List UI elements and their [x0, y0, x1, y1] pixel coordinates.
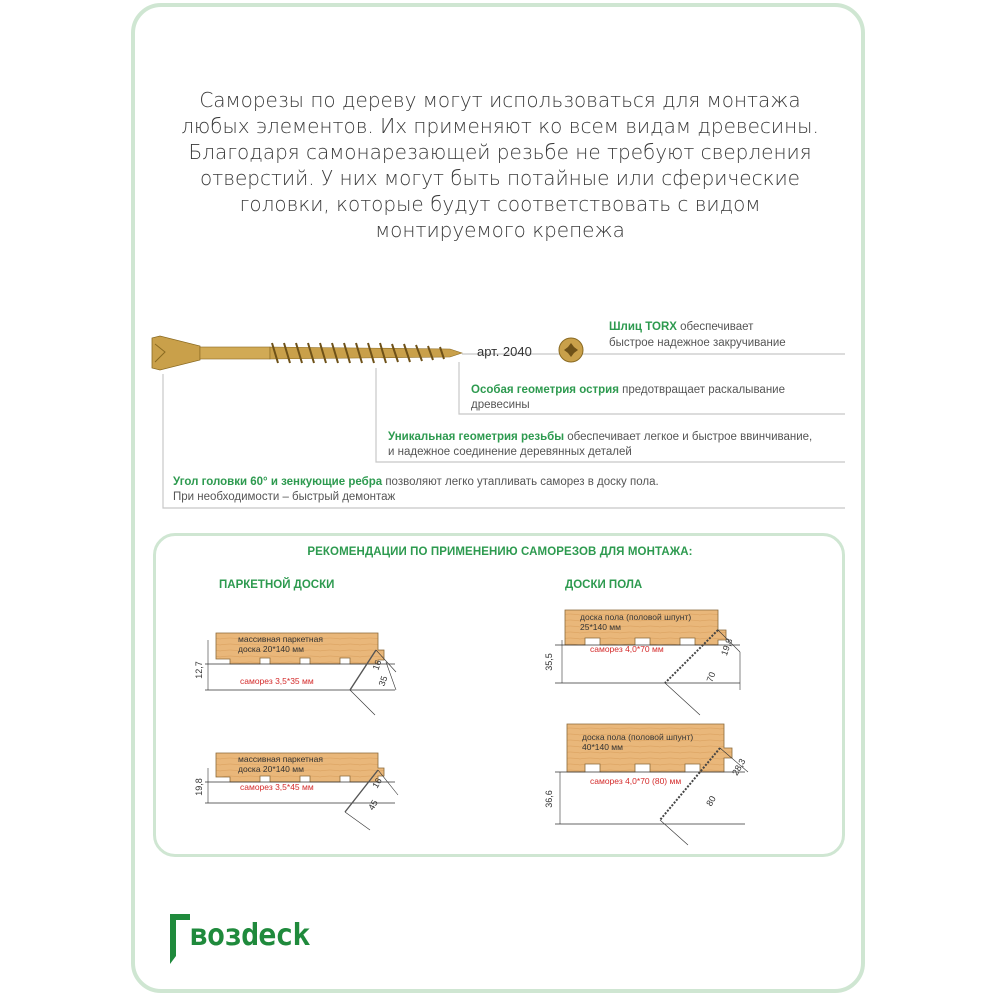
parquet2-dim-a: 16	[370, 776, 384, 790]
floor1-screw-label: саморез 4,0*70 мм	[590, 644, 664, 654]
floor2-dim-b: 80	[704, 794, 718, 808]
thread-text: обеспечивает легкое и быстрое ввинчивание,	[567, 431, 813, 443]
parquet2-dim-b: 45	[366, 798, 380, 812]
parquet2-height: 19,8	[193, 778, 204, 796]
head-text: позволяют легко утапливать саморез в доску пола.	[385, 476, 659, 488]
logo-text: возdeck	[190, 918, 310, 953]
floor2-height: 36,6	[543, 790, 554, 808]
floor-title: ДОСКИ ПОЛА	[565, 579, 643, 591]
floor1-dim-b: 70	[704, 670, 718, 684]
parquet-title: ПАРКЕТНОЙ ДОСКИ	[219, 579, 335, 591]
intro-line: Благодаря самонарезающей резьбе не требуют сверления	[188, 140, 812, 164]
parquet1-board-label1: массивная паркетная	[238, 634, 323, 644]
floor1-board-label1: доска пола (половой шпунт)	[580, 612, 692, 622]
floor2-dim-a: 28,3	[730, 756, 748, 778]
head-title: Угол головки 60° и зенкующие ребра	[173, 476, 383, 488]
thread-title: Уникальная геометрия резьбы	[388, 431, 565, 443]
recommendations-title: РЕКОМЕНДАЦИИ ПО ПРИМЕНЕНИЮ САМОРЕЗОВ ДЛЯ МОНТАЖА:	[307, 546, 693, 558]
floor1-height: 35,5	[543, 653, 554, 671]
tip-text: предотвращает раскалывание	[622, 384, 785, 396]
floor1-board-label2: 25*140 мм	[580, 622, 621, 632]
parquet2-board-label2: доска 20*140 мм	[238, 764, 304, 774]
tip-text-line2: древесины	[471, 399, 530, 411]
intro-line: отверстий. У них могут быть потайные или сферические	[200, 166, 800, 190]
parquet2-board-label1: массивная паркетная	[238, 754, 323, 764]
parquet1-dim-b: 35	[376, 674, 390, 688]
torx-text-line2: быстрое надежное закручивание	[609, 337, 786, 349]
floor2-board-label2: 40*140 мм	[582, 742, 623, 752]
floor2-screw-label: саморез 4,0*70 (80) мм	[590, 776, 682, 786]
parquet1-height: 12,7	[193, 661, 204, 679]
torx-text: обеспечивает	[680, 321, 754, 333]
tip-title: Особая геометрия острия	[471, 384, 619, 396]
parquet2-screw-label: саморез 3,5*45 мм	[240, 782, 314, 792]
floor1-dim-a: 19,8	[719, 637, 735, 657]
torx-title: Шлиц TORX	[609, 321, 677, 333]
head-text-line2: При необходимости – быстрый демонтаж	[173, 491, 396, 503]
intro-line: любых элементов. Их применяют ко всем видам древесины.	[181, 114, 819, 138]
intro-line: Саморезы по дереву могут использоваться для монтажа	[199, 88, 801, 112]
intro-line: монтируемого крепежа	[375, 218, 625, 242]
parquet1-board-label2: доска 20*140 мм	[238, 644, 304, 654]
intro-line: головки, которые будут соответствовать с видом	[239, 192, 761, 216]
thread-text-line2: и надежное соединение деревянных деталей	[388, 446, 632, 458]
parquet1-dim-a: 16	[370, 658, 384, 672]
article-number: арт. 2040	[477, 344, 532, 359]
floor2-board-label1: доска пола (половой шпунт)	[582, 732, 694, 742]
parquet1-screw-label: саморез 3,5*35 мм	[240, 676, 314, 686]
